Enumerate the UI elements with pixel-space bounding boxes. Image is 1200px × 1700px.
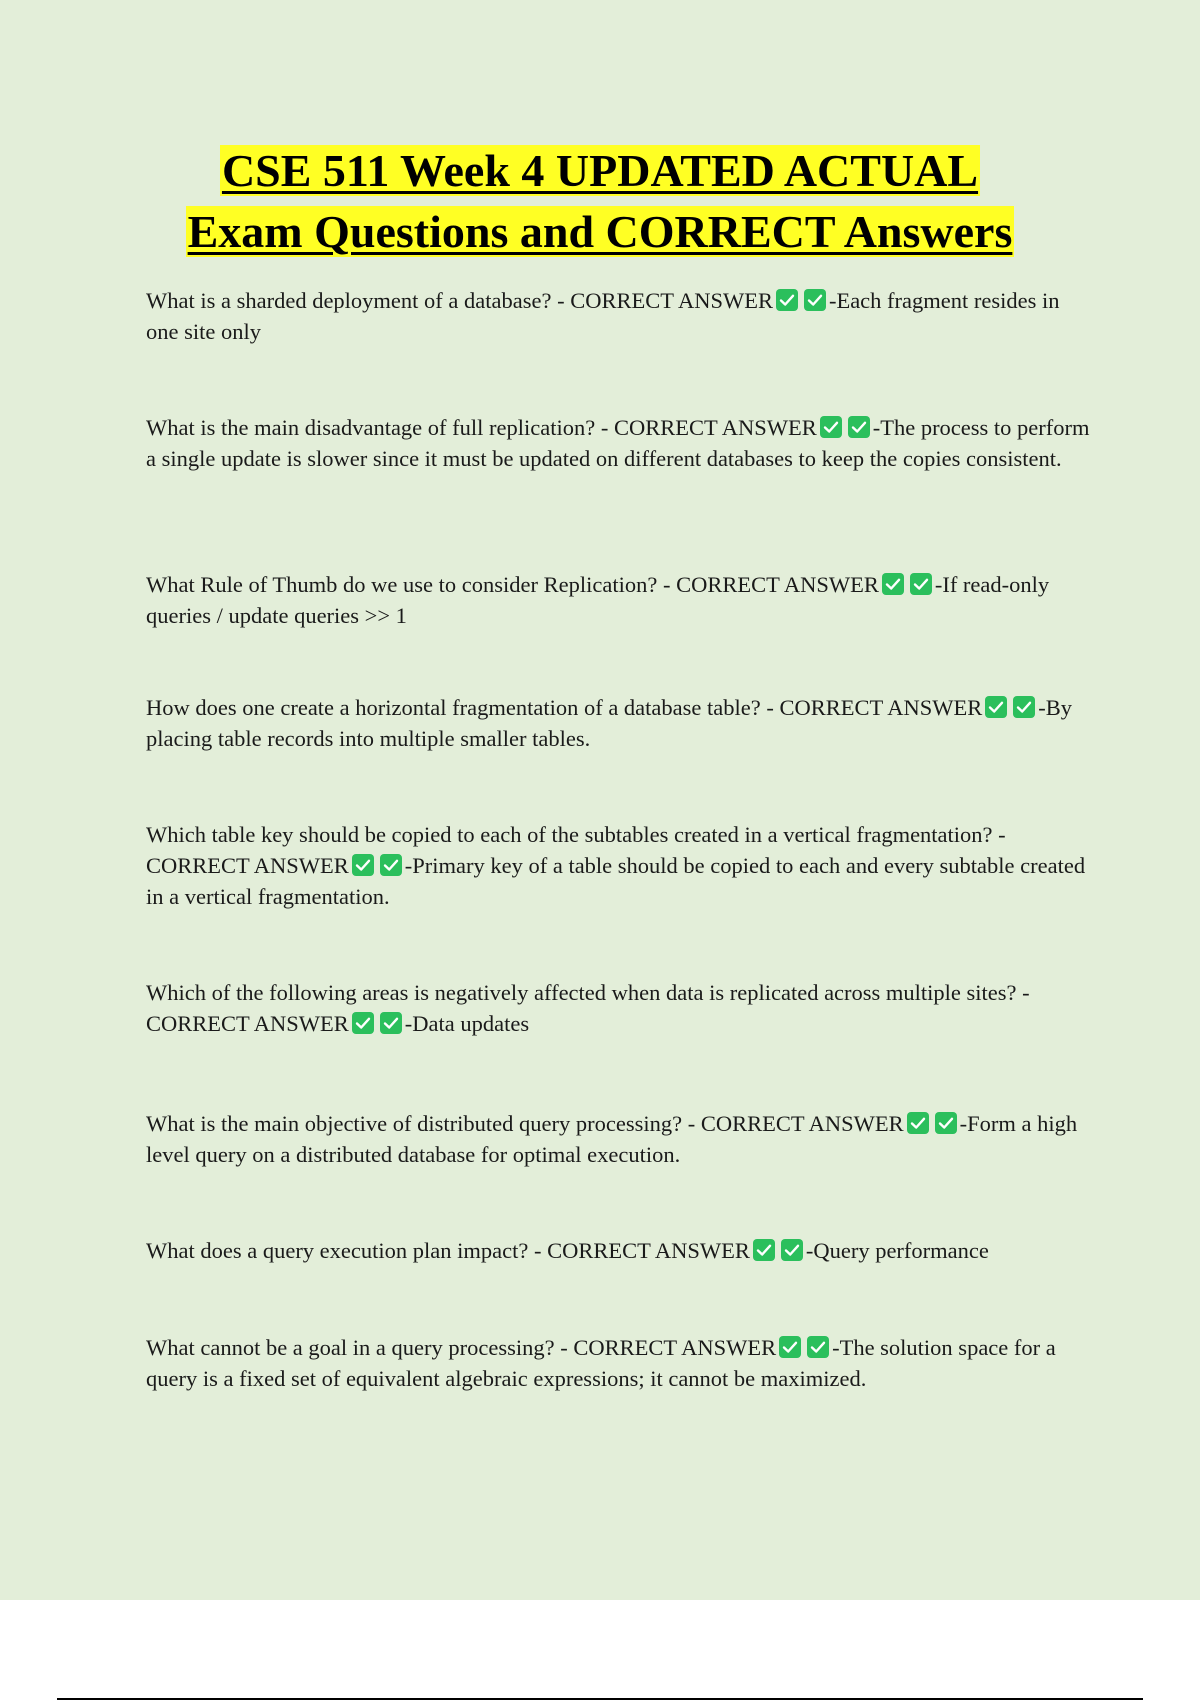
question-text: How does one create a horizontal fragmentation of a database table? - CORRECT ANSWER: [146, 695, 983, 720]
answer-text: -Data updates: [404, 1011, 530, 1036]
check-icon: [848, 416, 870, 438]
qa-item: [146, 1108, 1091, 1170]
check-icon: [380, 1012, 402, 1034]
check-icon: [985, 696, 1007, 718]
question-text: What is the main disadvantage of full replication? - CORRECT ANSWER: [146, 415, 817, 440]
answer-text: -Form a high level query on a distributed database for optimal execution.: [146, 1111, 1078, 1167]
check-icon: [779, 1336, 801, 1358]
check-icon: [807, 1336, 829, 1358]
qa-item: [146, 285, 1091, 347]
answer-text: -If read-only queries / update queries >> 1: [146, 572, 1050, 628]
check-icon: [935, 1112, 957, 1134]
title-line-2: Exam Questions and CORRECT Answers: [187, 206, 1013, 257]
question-text: What does a query execution plan impact? - CORRECT ANSWER: [146, 1238, 750, 1263]
answer-text: -The process to perform a single update is slower since it must be updated on different databases to keep the copies consistent.: [146, 415, 1090, 471]
check-icon: [882, 573, 904, 595]
qa-item: [146, 412, 1091, 474]
qa-item: [146, 1332, 1091, 1394]
question-text: What Rule of Thumb do we use to consider Replication? - CORRECT ANSWER: [146, 572, 879, 597]
document-title: [0, 140, 1200, 262]
answer-text: -Primary key of a table should be copied to each and every subtable created in a vertical fragmentation.: [146, 853, 1086, 909]
check-icon: [753, 1239, 775, 1261]
title-line-1: CSE 511 Week 4 UPDATED ACTUAL: [221, 145, 979, 196]
check-icon: [910, 573, 932, 595]
answer-text: -Each fragment resides in one site only: [146, 288, 1060, 344]
check-icon: [907, 1112, 929, 1134]
answer-text: -The solution space for a query is a fixed set of equivalent algebraic expressions; it cannot be maximized.: [146, 1335, 1056, 1391]
check-icon: [776, 289, 798, 311]
check-icon: [380, 854, 402, 876]
check-icon: [352, 1012, 374, 1034]
question-text: Which of the following areas is negatively affected when data is replicated across multiple sites? - CORRECT ANSWER: [146, 980, 1030, 1036]
question-text: What cannot be a goal in a query processing? - CORRECT ANSWER: [146, 1335, 777, 1360]
answer-text: -By placing table records into multiple smaller tables.: [146, 695, 1072, 751]
answer-text: -Query performance: [805, 1238, 989, 1263]
check-icon: [1013, 696, 1035, 718]
question-text: What is a sharded deployment of a database? - CORRECT ANSWER: [146, 288, 773, 313]
question-text: Which table key should be copied to each of the subtables created in a vertical fragmentation? - CORRECT ANSWER: [146, 822, 1006, 878]
check-icon: [820, 416, 842, 438]
qa-item: [146, 692, 1091, 754]
qa-item: [146, 1235, 1091, 1266]
check-icon: [781, 1239, 803, 1261]
check-icon: [804, 289, 826, 311]
qa-item: [146, 977, 1091, 1039]
qa-item: [146, 569, 1091, 631]
check-icon: [352, 854, 374, 876]
qa-item: [146, 819, 1091, 912]
question-text: What is the main objective of distributed query processing? - CORRECT ANSWER: [146, 1111, 904, 1136]
